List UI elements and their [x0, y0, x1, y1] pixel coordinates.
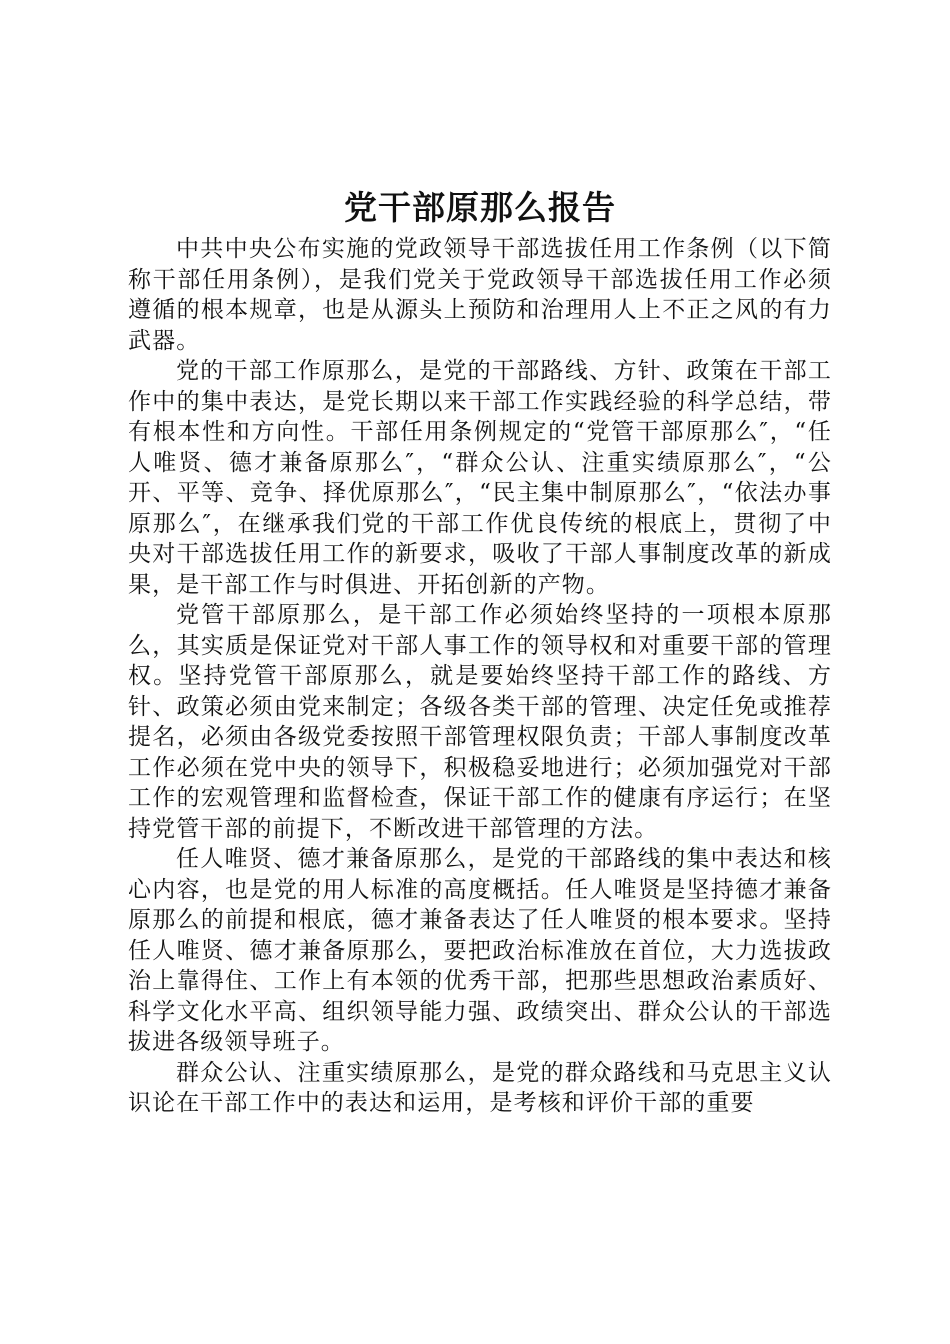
paragraph-2: 党的干部工作原那么，是党的干部路线、方针、政策在干部工作中的集中表达，是党长期以来干部工作实践经验的科学总结，带有根本性和方向性。干部任用条例规定的“党管干部原那么″，“任人唯贤、德才兼备原那么″，“群众公认、注重实绩原那么″，“公开、平等、竞争、择优原那么″，“民主集中制原那么″，“依法办事原那么″，在继承我们党的干部工作优良传统的根底上，贯彻了中央对干部选拔任用工作的新要求，吸收了干部人事制度改革的新成果，是干部工作与时俱进、开拓创新的产物。 — [128, 358, 832, 598]
document-page — [128, 182, 832, 1119]
paragraph-3: 党管干部原那么，是干部工作必须始终坚持的一项根本原那么，其实质是保证党对干部人事工作的领导权和对重要干部的管理权。坚持党管干部原那么，就是要始终坚持干部工作的路线、方针、政策必须由党来制定；各级各类干部的管理、决定任免或推荐提名，必须由各级党委按照干部管理权限负责；干部人事制度改革工作必须在党中央的领导下，积极稳妥地进行；必须加强党对干部工作的宏观管理和监督检查，保证干部工作的健康有序运行；在坚持党管干部的前提下，不断改进干部管理的方法。 — [128, 602, 832, 842]
document-title: 党干部原那么报告 — [344, 188, 616, 227]
paragraph-1: 中共中央公布实施的党政领导干部选拔任用工作条例（以下简称干部任用条例），是我们党关于党政领导干部选拔任用工作必须遵循的根本规章，也是从源头上预防和治理用人上不正之风的有力武器。 — [128, 236, 832, 354]
paragraph-5: 群众公认、注重实绩原那么，是党的群众路线和马克思主义认识论在干部工作中的表达和运用，是考核和评价干部的重要 — [128, 1059, 832, 1116]
paragraph-4: 任人唯贤、德才兼备原那么，是党的干部路线的集中表达和核心内容，也是党的用人标准的高度概括。任人唯贤是坚持德才兼备原那么的前提和根底，德才兼备表达了任人唯贤的根本要求。坚持任人唯贤、德才兼备原那么，要把政治标准放在首位，大力选拔政治上靠得住、工作上有本领的优秀干部，把那些思想政治素质好、科学文化水平高、组织领导能力强、政绩突出、群众公认的干部选拔进各级领导班子。 — [128, 846, 832, 1055]
